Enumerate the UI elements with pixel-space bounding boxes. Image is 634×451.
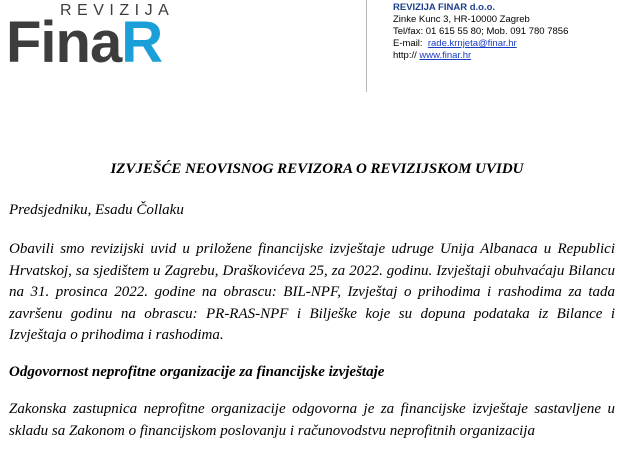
company-email-row — [393, 38, 568, 50]
web-link[interactable]: www.finar.hr — [419, 50, 472, 61]
logo-wordmark-main: Fina — [6, 10, 122, 75]
web-label: http:// — [393, 50, 417, 61]
section-heading: Odgovornost neprofitne organizacije za financijske izvještaje — [9, 364, 385, 380]
email-link[interactable]: rade.krnjeta@finar.hr — [427, 38, 517, 49]
company-phone: Tel/fax: 01 615 55 80; Mob. 091 780 7856 — [393, 26, 569, 37]
addressee: Predsjedniku, Esadu Čollaku — [9, 202, 184, 218]
company-info — [393, 2, 568, 62]
company-name: REVIZIJA FINAR d.o.o. — [393, 2, 496, 13]
company-logo — [0, 0, 215, 80]
logo-subtext: REVIZIJA — [60, 2, 175, 19]
company-address: Zinke Kunc 3, HR-10000 Zagreb — [393, 14, 530, 25]
email-label: E-mail: — [393, 38, 423, 49]
intro-paragraph: Obavili smo revizijski uvid u priložene financijske izvještaje udruge Unija Albanaca u Republici Hrvatskoj, sa sjedištem u Zagrebu, Draškovićeva 25, za 2022. godinu. Izvještaji obuhvaćaju Bilancu na 31. prosinca 2022. godine na obrascu: BIL-NPF, Izvještaj o prihodima i rashodima za tada završenu godinu na obrascu: PR-RAS-NPF i Bilješke koje su dopuna podataka iz Bilance i Izvještaja o prihodima i rashodima. — [9, 241, 615, 343]
report-title: IZVJEŠĆE NEOVISNOG REVIZORA O REVIZIJSKOM UVIDU — [110, 161, 524, 177]
company-web-row — [393, 50, 568, 62]
logo-wordmark — [6, 10, 163, 75]
logo-wordmark-accent: R — [121, 10, 163, 75]
responsibility-paragraph: Zakonska zastupnica neprofitne organizacije odgovorna je za financijske izvještaje sastavljene u skladu sa Zakonom o financijskom poslovanju i računovodstvu neprofitnih organizacija — [9, 401, 615, 439]
header-divider — [366, 0, 367, 92]
